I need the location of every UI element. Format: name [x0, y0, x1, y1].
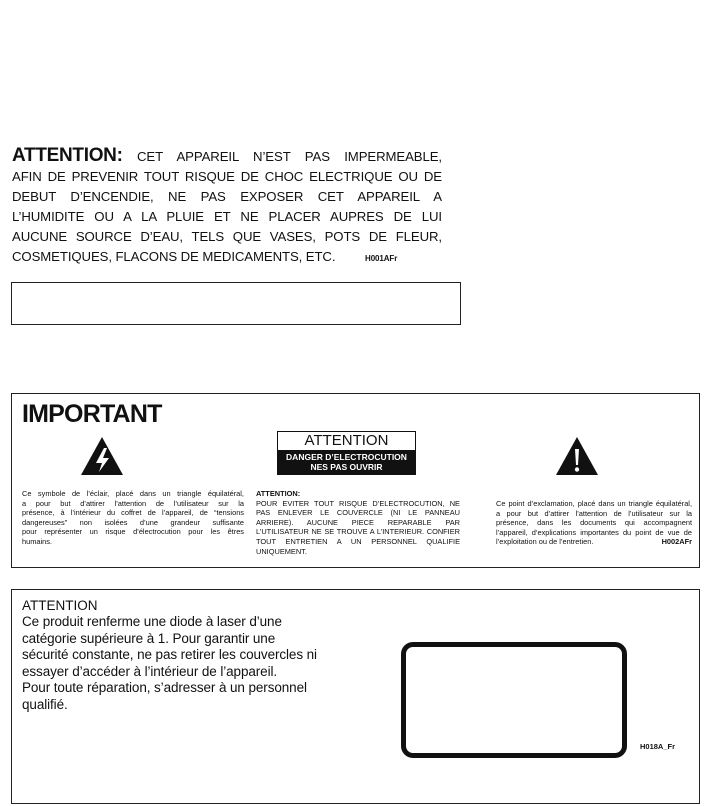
laser-code: H018A_Fr — [640, 742, 676, 751]
shock-label-line: DANGER D’ELECTROCUTION — [286, 452, 407, 462]
warning-line: AUCUNE SOURCE D’EAU, TELS QUE VASES, POTS DE FLEUR, — [12, 229, 442, 244]
text-line: dangereuses” non isolées d’une grandeur suffisante — [22, 517, 244, 527]
warning-line: AFIN DE PREVENIR TOUT RISQUE DE CHOC ELECTRIQUE OU DE — [12, 169, 442, 184]
text-line: humains. — [22, 536, 52, 546]
empty-frame — [11, 282, 461, 325]
text-line: présence, à l’intérieur du coffret de l’appareil, de “tensions — [22, 508, 244, 518]
text-line: a pour but d’attirer l’attention de l’utilisateur sur la — [22, 498, 244, 508]
lightning-triangle-icon — [80, 436, 124, 476]
shock-label-line: NES PAS OUVRIR — [310, 462, 383, 472]
laser-label-frame — [401, 642, 627, 758]
moisture-warning — [12, 146, 442, 269]
text-line: Ce point d’exclamation, placé dans un triangle équilatéral, — [496, 499, 692, 508]
warning-code: H001AFr — [365, 254, 398, 263]
exclamation-triangle-icon — [555, 436, 599, 476]
text-line: Ce symbole de l’éclair, placé dans un triangle équilatéral, — [22, 489, 244, 498]
text-line: ARRIERE). AUCUNE PIECE REPARABLE PAR — [256, 517, 460, 527]
text-line: pour représenter un risque d’électrocution pour les êtres — [22, 527, 244, 537]
lightning-explanation — [22, 489, 244, 547]
exclamation-explanation — [496, 499, 692, 547]
text-line: UNIQUEMENT. — [256, 546, 307, 556]
text-line: Pour toute réparation, s’adresser à un personnel — [22, 680, 307, 695]
text-line: TOUT ENTRETIEN A UN PERSONNEL QUALIFIE — [256, 536, 460, 546]
warning-line: L’HUMIDITE OU A LA PLUIE ET NE PLACER AUPRES DE LUI — [12, 209, 442, 224]
text-line: l’exploitation ou de l’entretien. — [496, 537, 594, 547]
text-line: POUR EVITER TOUT RISQUE D’ELECTROCUTION, NE — [256, 498, 460, 508]
text-line: l’appareil, d’explications importantes du point de vue de — [496, 527, 692, 537]
text-line: a pour but d’attirer l’attention de l’utilisateur sur la — [496, 508, 692, 518]
text-heading: ATTENTION: — [256, 489, 301, 498]
text-line: essayer d’accéder à l’intérieur de l’appareil. — [22, 663, 278, 679]
important-title: IMPORTANT — [22, 400, 162, 428]
section-code: H002AFr — [661, 537, 692, 547]
text-line: présence, dans les documents qui accompagnent — [496, 518, 692, 528]
text-line: Ce produit renferme une diode à laser d’une — [22, 614, 282, 629]
shock-warning-label — [277, 431, 416, 475]
warning-lead: ATTENTION: — [12, 145, 123, 166]
warning-line: CET APPAREIL N’EST PAS IMPERMEABLE, — [137, 149, 442, 164]
shock-label-title: ATTENTION — [278, 432, 415, 450]
text-line: sécurité constante, ne pas retirer les couvercles ni — [22, 647, 317, 662]
text-line: L’UTILISATEUR NE SE TROUVE A L’INTERIEUR. CONFIER — [256, 527, 460, 537]
text-line: catégorie supérieure à 1. Pour garantir une — [22, 630, 276, 646]
text-line: PAS ENLEVER LE COUVERCLE (NI LE PANNEAU — [256, 508, 460, 518]
shock-explanation — [256, 489, 460, 556]
laser-text — [22, 614, 342, 713]
warning-line: COSMETIQUES, FLACONS DE MEDICAMENTS, ETC. — [12, 249, 336, 264]
text-line: qualifié. — [22, 696, 68, 712]
warning-line: DEBUT D’ENCENDIE, NE PAS EXPOSER CET APPAREIL A — [12, 189, 442, 204]
laser-title: ATTENTION — [22, 598, 98, 613]
